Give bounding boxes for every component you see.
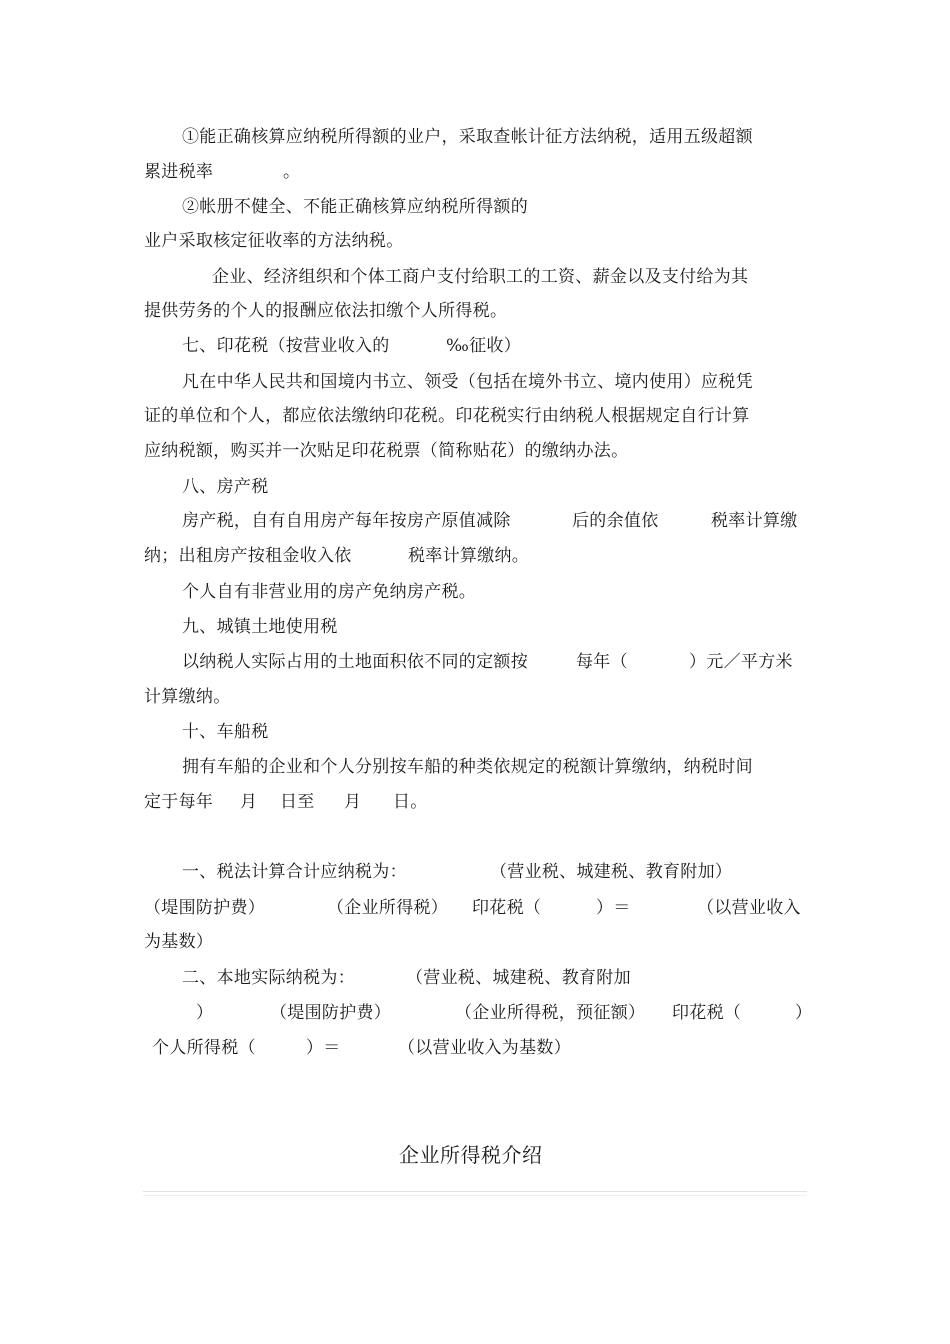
text-line: 企业、经济组织和个体工商户支付给职工的工资、薪金以及支付给为其 (212, 267, 749, 287)
text-line: （营业税、城建税、教育附加 (406, 968, 631, 988)
text-line: （营业税、城建税、教育附加） (490, 862, 733, 882)
text-line: 税率计算缴 (711, 511, 798, 531)
text-line: 二、本地实际纳税为： (182, 968, 355, 988)
text-line: 十、车船税 (182, 722, 269, 742)
text-line: ①能正确核算应纳税所得额的业户，采取查帐计征方法纳税，适用五级超额 (182, 127, 753, 147)
text-line: 日。 (393, 792, 428, 812)
text-line: 日至 (280, 792, 315, 812)
text-line: 业户采取核定征收率的方法纳税。 (144, 231, 404, 251)
text-line: （企业所得税，预征额） (455, 1003, 646, 1023)
text-line: 个人所得税（ (152, 1038, 256, 1058)
text-line: 税率计算缴纳。 (408, 546, 530, 566)
text-line: 拥有车船的企业和个人分别按车船的种类依规定的税额计算缴纳，纳税时间 (182, 757, 753, 777)
text-line: 纳；出租房产按租金收入依 (144, 546, 352, 566)
text-line: 提供劳务的个人的报酬应依法扣缴个人所得税。 (144, 301, 508, 321)
text-line: 累进税率 (144, 162, 214, 182)
text-line: ）元／平方米 (689, 652, 793, 672)
text-line: 房产税，自有自用房产每年按房产原值减除 (182, 511, 511, 531)
text-line: 月 (344, 792, 362, 812)
section-divider-shadow (143, 1195, 807, 1196)
section-divider (143, 1191, 807, 1192)
text-line: ②帐册不健全、不能正确核算应纳税所得额的 (182, 197, 528, 217)
text-line: 凡在中华人民共和国境内书立、领受（包括在境外书立、境内使用）应税凭 (182, 372, 753, 392)
text-line: 九、城镇土地使用税 (182, 617, 338, 637)
text-line: 应纳税额，购买并一次贴足印花税票（简称贴花）的缴纳办法。 (144, 441, 629, 461)
text-line: 印花税（ (672, 1003, 742, 1023)
text-line: ‰征收） (446, 336, 522, 356)
text-line: （堤围防护费） (144, 898, 266, 918)
text-line: 印花税（ (472, 898, 542, 918)
text-line: 后的余值依 (572, 511, 659, 531)
text-line: 定于每年 (144, 792, 214, 812)
text-line: ）＝ (596, 898, 631, 918)
text-line: 月 (240, 792, 258, 812)
text-line: 证的单位和个人，都应依法缴纳印花税。印花税实行由纳税人根据规定自行计算 (144, 406, 750, 426)
text-line: （企业所得税） (327, 898, 449, 918)
text-line: （以营业收入 (697, 898, 801, 918)
text-line: 计算缴纳。 (144, 687, 231, 707)
text-line: 八、房产税 (182, 477, 269, 497)
text-line: ）＝ (306, 1038, 341, 1058)
text-line: ） (196, 1003, 214, 1023)
text-line: 个人自有非营业用的房产免纳房产税。 (182, 582, 477, 602)
text-line: 。 (283, 162, 301, 182)
text-line: （以营业收入为基数） (398, 1038, 571, 1058)
section-title: 企业所得税介绍 (399, 1143, 543, 1167)
text-line: 一、税法计算合计应纳税为： (182, 862, 407, 882)
text-line: ） (795, 1003, 813, 1023)
text-line: 每年（ (576, 652, 628, 672)
text-line: 为基数） (144, 932, 214, 952)
text-line: 以纳税人实际占用的土地面积依不同的定额按 (182, 652, 528, 672)
text-line: （堤围防护费） (270, 1003, 392, 1023)
text-line: 七、印花税（按营业收入的 (182, 336, 390, 356)
